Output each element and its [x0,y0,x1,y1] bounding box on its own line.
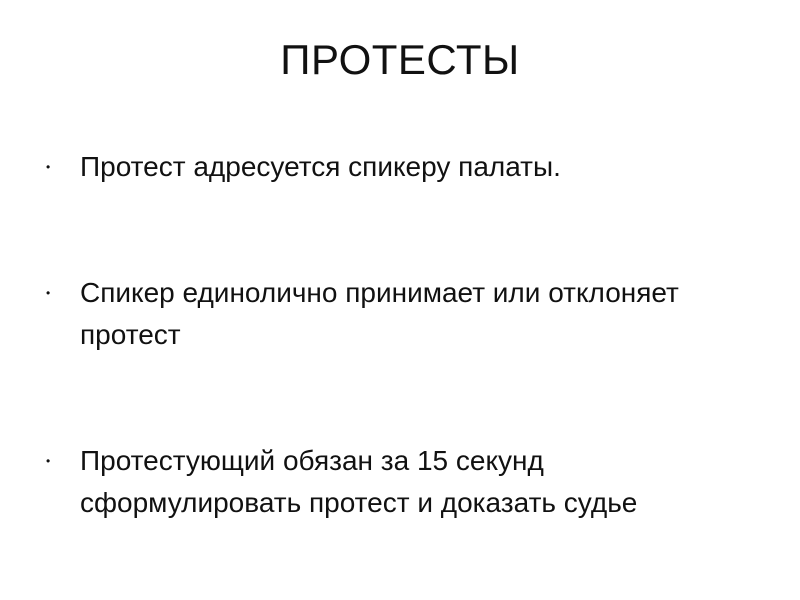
bullet-item [40,272,760,356]
bullet-item [40,440,760,524]
bullet-text: Спикер единолично принимает или отклоняет протест [80,277,679,350]
bullet-text: Протест адресуется спикеру палаты. [80,151,561,182]
bullet-dot-icon: • [46,160,51,174]
slide-title: ПРОТЕСТЫ [280,36,520,83]
bullet-text: Протестующий обязан за 15 секунд сформулировать протест и доказать судье [80,445,638,518]
bullet-dot-icon: • [46,454,51,468]
bullet-dot-icon: • [46,286,51,300]
bullet-list [40,146,760,524]
bullet-item [40,146,760,188]
